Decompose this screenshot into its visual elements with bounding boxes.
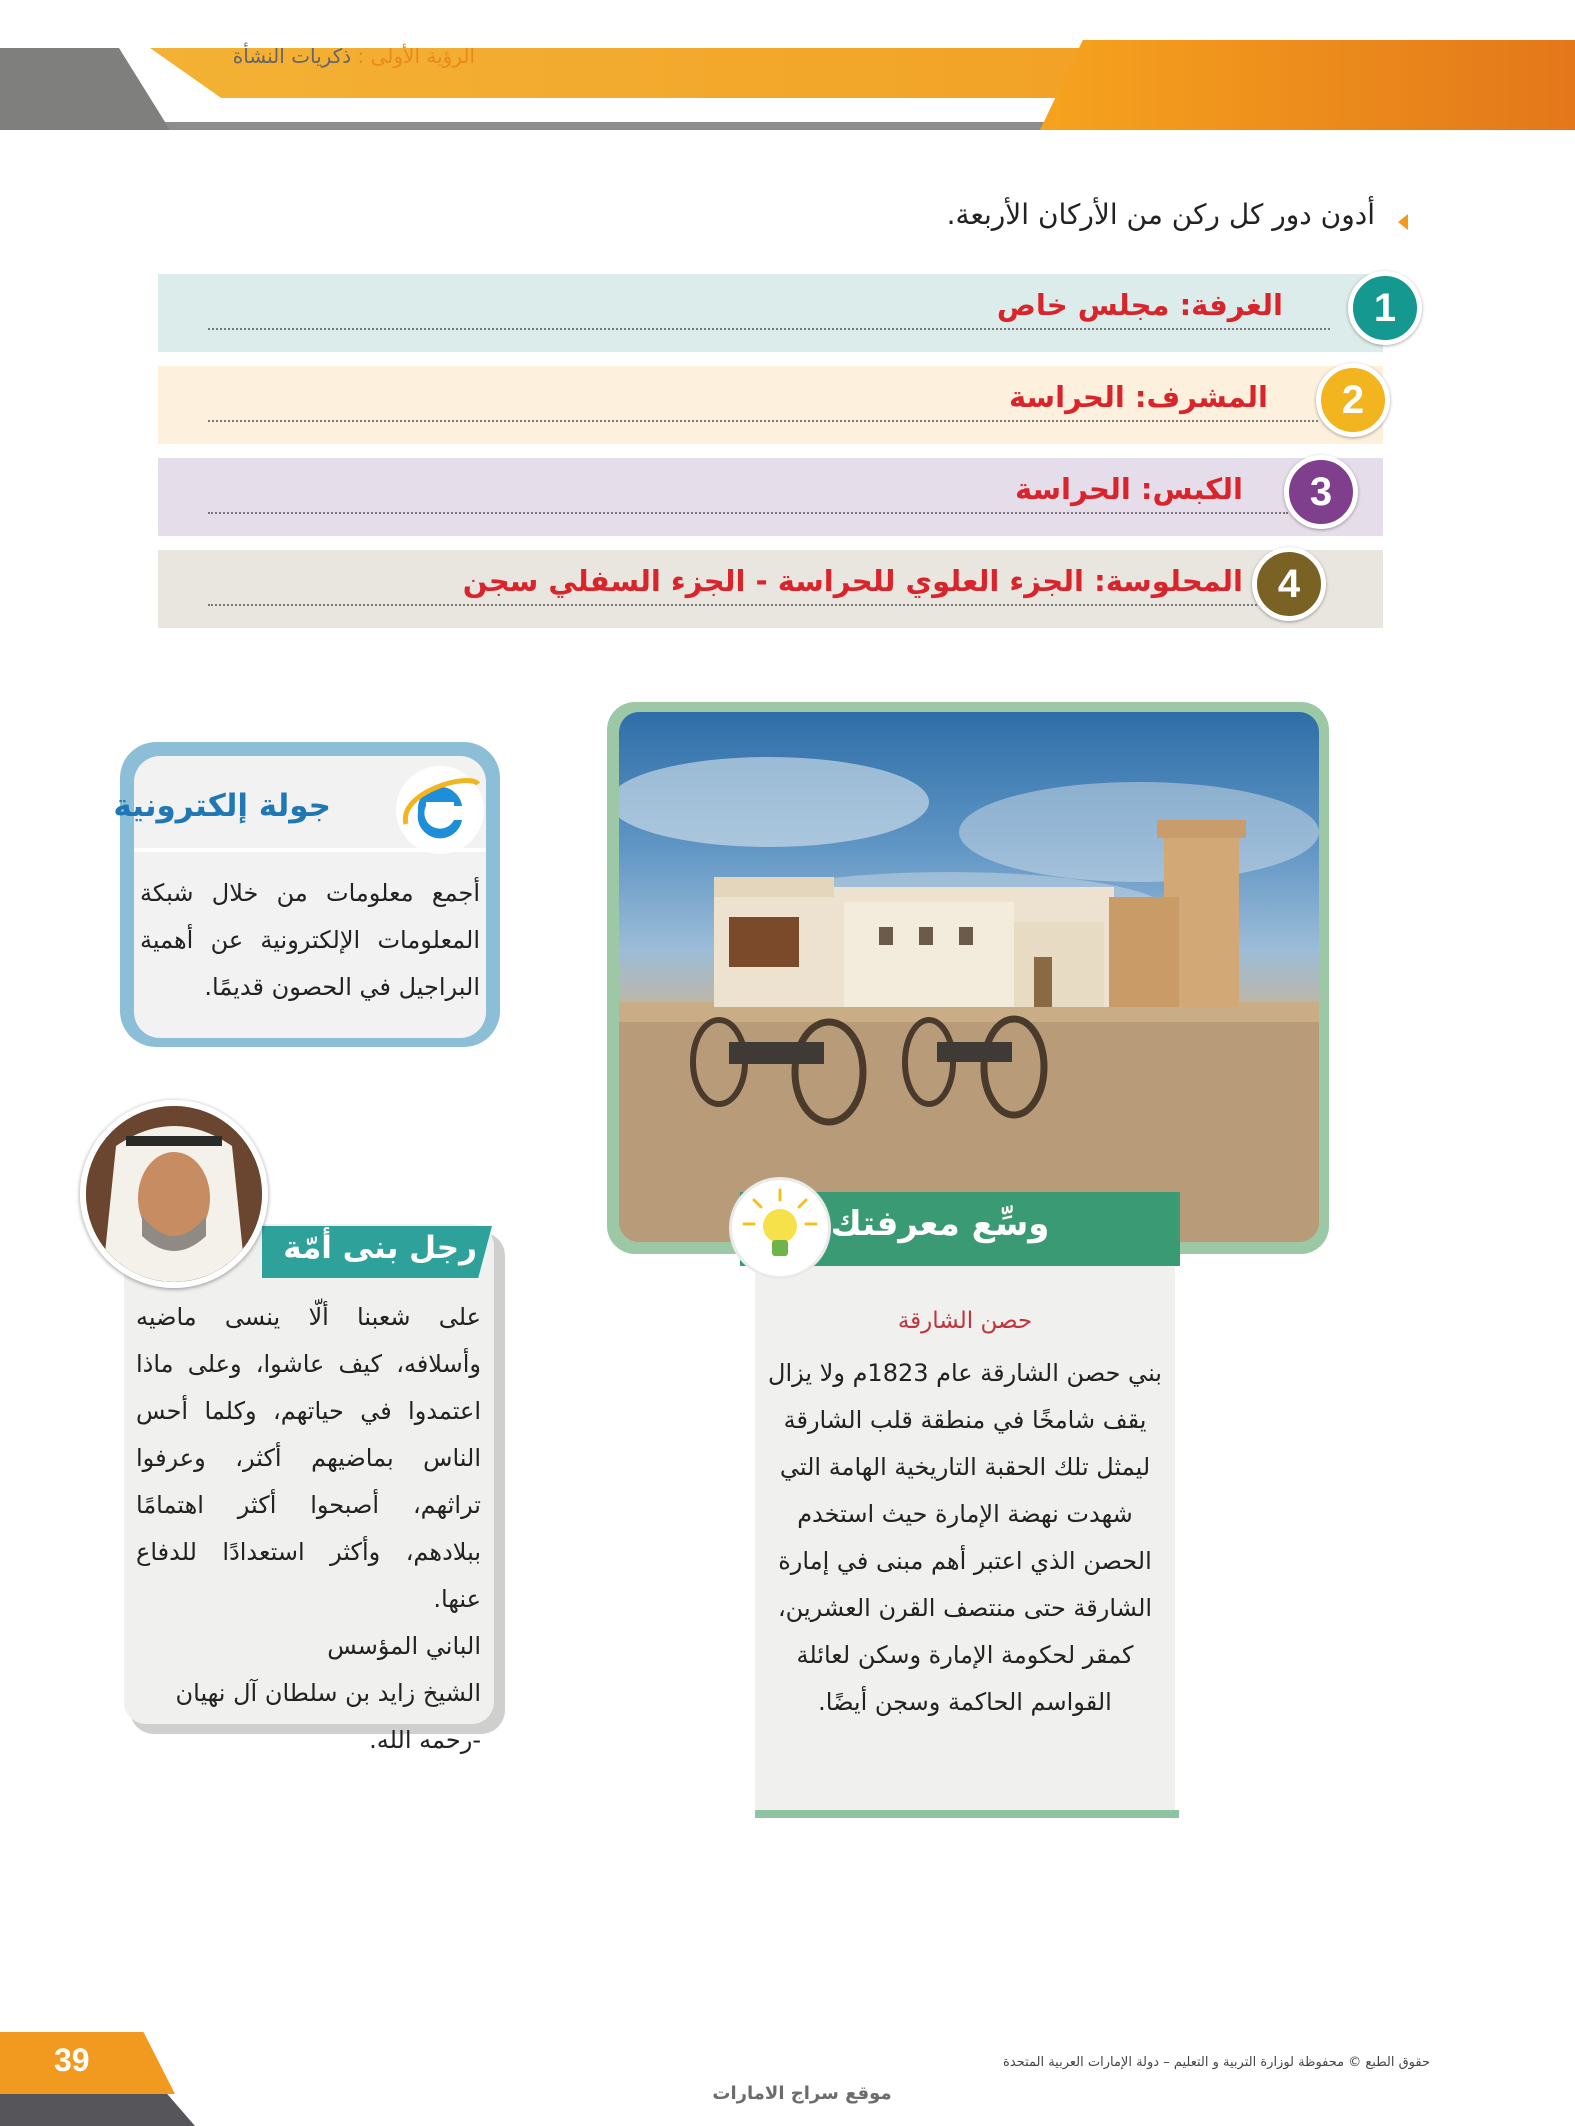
etour-divider <box>134 848 486 852</box>
row-number-3: 3 <box>1284 455 1358 529</box>
site-watermark: موقع سراج الامارات <box>712 2083 892 2104</box>
instruction-bullet-icon <box>1398 214 1408 230</box>
answer-line <box>208 328 1330 330</box>
answer-line <box>208 512 1288 514</box>
answer-row-4 <box>158 550 1383 628</box>
knowledge-banner-title: وسِّع معرفتك <box>830 1204 1050 1244</box>
answer-line <box>208 604 1308 606</box>
etour-title: جولة إلكترونية <box>113 788 331 824</box>
quote-text <box>136 1294 481 1764</box>
answer-text[interactable]: المشرف: الحراسة <box>1008 380 1268 414</box>
copyright-text: حقوق الطبع © محفوظة لوزارة التربية و التعليم – دولة الإمارات العربية المتحدة <box>1003 2055 1430 2070</box>
page-number: 39 <box>54 2042 90 2078</box>
row-number-4: 4 <box>1252 547 1326 621</box>
sharjah-fort-photo <box>619 712 1319 1242</box>
lightbulb-icon <box>732 1180 828 1276</box>
knowledge-text: بني حصن الشارقة عام 1823م ولا يزال يقف شامخًا في منطقة قلب الشارقة ليمثل تلك الحقبة التاريخية الهامة التي شهدت نهضة الإمارة حيث استخدم الحصن الذي اعتبر أهم مبنى في إمارة الشارقة حتى منتصف القرن العشرين، كمقر لحكومة الإمارة وسكن لعائلة القواسم الحاكمة وسجن أيضًا. <box>768 1359 1162 1716</box>
answer-text[interactable]: الغرفة: مجلس خاص <box>996 288 1283 322</box>
quote-signature-role: الباني المؤسس <box>327 1632 481 1660</box>
quote-signature-prayer: -رحمه الله. <box>369 1726 481 1754</box>
answer-line <box>208 420 1318 422</box>
row-number-2: 2 <box>1316 363 1390 437</box>
header-separator: : <box>357 44 365 68</box>
answer-text[interactable]: المحلوسة: الجزء العلوي للحراسة - الجزء السفلي سجن <box>462 564 1243 598</box>
footer-gray-band <box>0 2090 195 2126</box>
knowledge-box-bottom-border <box>755 1810 1179 1818</box>
quote-body: على شعبنا ألّا ينسى ماضيه وأسلافه، كيف عاشوا، وعلى ماذا اعتمدوا في حياتهم، وكلما أحس الناس بماضيهم أكثر، وعرفوا تراثهم، أصبحوا أكثر اهتمامًا ببلادهم، وأكثر استعدادًا للدفاع عنها. <box>136 1303 481 1613</box>
answer-row-3 <box>158 458 1383 536</box>
answer-row-1 <box>158 274 1383 352</box>
header-section: الرؤية الأولى <box>370 44 475 68</box>
instruction-text: أدون دور كل ركن من الأركان الأربعة. <box>946 198 1375 231</box>
fort-illustration <box>619 712 1319 1242</box>
answer-text[interactable]: الكبس: الحراسة <box>1014 472 1243 506</box>
knowledge-title: حصن الشارقة <box>897 1308 1033 1334</box>
header-title <box>233 44 475 68</box>
row-number-1: 1 <box>1348 271 1422 345</box>
internet-explorer-icon <box>392 762 488 858</box>
header-orange-art <box>1040 40 1575 130</box>
sheikh-zayed-portrait <box>80 1100 268 1288</box>
etour-text: أجمع معلومات من خلال شبكة المعلومات الإلكترونية عن أهمية البراجيل في الحصون قديمًا. <box>140 879 480 1001</box>
answer-row-2 <box>158 366 1383 444</box>
quote-title: رجل بنى أمّة <box>283 1230 477 1266</box>
quote-signature-name: الشيخ زايد بن سلطان آل نهيان <box>175 1679 481 1707</box>
header-lesson: ذكريات النشأة <box>232 44 352 68</box>
